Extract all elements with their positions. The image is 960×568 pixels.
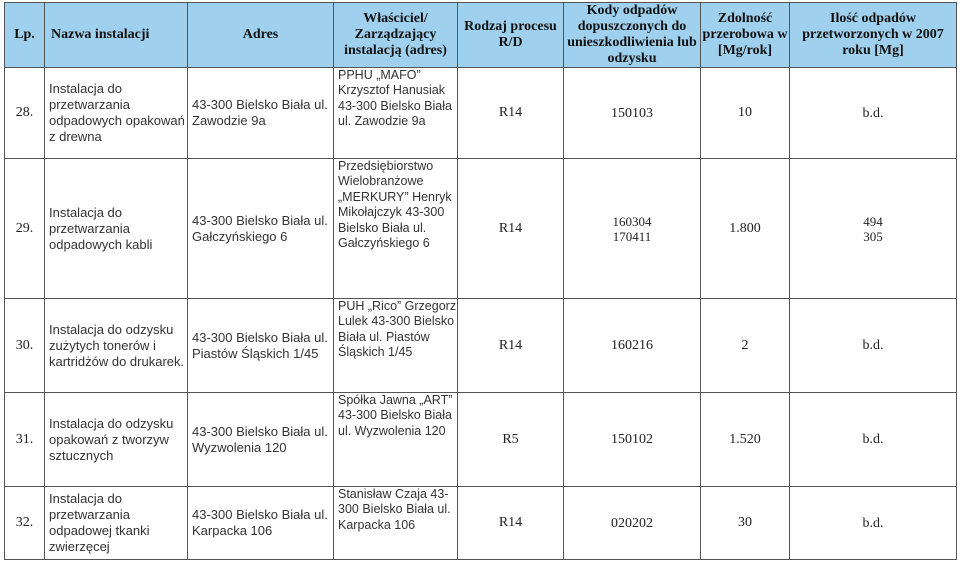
row-address: 43-300 Bielsko Biała ul. Gałczyńskiego 6 [188,159,334,299]
amount-value: b.d. [862,105,884,121]
waste-code: 020202 [611,515,653,531]
header-name: Nazwa instalacji [45,3,188,68]
header-amount: Ilość odpadów przetworzonych w 2007 roku [Mg] [790,3,957,68]
row-lp: 30. [5,299,45,393]
row-capacity: 1.520 [701,393,790,487]
table-row [5,299,957,393]
row-address: 43-300 Bielsko Biała ul. Piastów Śląskich 1/45 [188,299,334,393]
row-lp: 31. [5,393,45,487]
row-installation-name: Instalacja do przetwarzania odpadowych opakowań z drewna [45,68,188,159]
row-process: R14 [458,299,564,393]
header-codes: Kody odpadów dopuszczonych do unieszkodliwienia lub odzysku [564,3,701,68]
row-lp: 28. [5,68,45,159]
row-process: R5 [458,393,564,487]
row-codes [564,487,701,560]
row-capacity: 10 [701,68,790,159]
header-capacity: Zdolność przerobowa w [Mg/rok] [701,3,790,68]
row-owner: Spółka Jawna „ART” 43-300 Bielsko Biała ul. Wyzwolenia 120 [334,393,458,487]
row-codes [564,299,701,393]
row-lp: 29. [5,159,45,299]
waste-code: 160216 [611,338,653,353]
row-amount [790,68,957,159]
amount-value: 494 [863,213,883,229]
waste-code: 170411 [612,228,652,244]
header-lp: Lp. [5,3,45,68]
waste-code: 150103 [611,105,653,121]
row-owner: PUH „Rico” Grzegorz Lulek 43-300 Bielsko Biała ul. Piastów Śląskich 1/45 [334,299,458,393]
header-process: Rodzaj procesu R/D [458,3,564,68]
table-header-row [5,3,957,68]
row-process: R14 [458,159,564,299]
row-installation-name: Instalacja do przetwarzania odpadowej tkanki zwierzęcej [45,487,188,560]
row-capacity: 30 [701,487,790,560]
row-installation-name: Instalacja do odzysku opakowań z tworzyw sztucznych [45,393,188,487]
row-process: R14 [458,487,564,560]
row-address: 43-300 Bielsko Biała ul. Zawodzie 9a [188,68,334,159]
waste-code: 160304 [612,213,652,229]
row-installation-name: Instalacja do odzysku zużytych tonerów i kartridżów do drukarek. [45,299,188,393]
installations-table [4,2,957,560]
row-amount [790,299,957,393]
table-row [5,159,957,299]
amount-value: b.d. [862,515,884,531]
amount-value: b.d. [862,338,884,353]
row-process: R14 [458,68,564,159]
row-codes [564,68,701,159]
header-address: Adres [188,3,334,68]
row-amount [790,159,957,299]
row-address: 43-300 Bielsko Biała ul. Wyzwolenia 120 [188,393,334,487]
row-installation-name: Instalacja do przetwarzania odpadowych kabli [45,159,188,299]
amount-value: b.d. [862,432,884,447]
row-owner: Przedsiębiorstwo Wielobranżowe „MERKURY” Henryk Mikołajczyk 43-300 Bielsko Biała ul. Gałczyńskiego 6 [334,159,458,299]
row-owner: Stanisław Czaja 43-300 Bielsko Biała ul. Karpacka 106 [334,487,458,560]
row-codes [564,159,701,299]
table-row [5,68,957,159]
row-lp: 32. [5,487,45,560]
row-address: 43-300 Bielsko Biała ul. Karpacka 106 [188,487,334,560]
table-row [5,487,957,560]
row-amount [790,393,957,487]
row-capacity: 2 [701,299,790,393]
waste-code: 150102 [611,432,653,447]
amount-value: 305 [863,228,883,244]
row-capacity: 1.800 [701,159,790,299]
row-amount [790,487,957,560]
header-owner: Właściciel/ Zarządzający instalacją (adres) [334,3,458,68]
row-owner: PPHU „MAFO” Krzysztof Hanusiak 43-300 Bielsko Biała ul. Zawodzie 9a [334,68,458,159]
row-codes [564,393,701,487]
table-row [5,393,957,487]
